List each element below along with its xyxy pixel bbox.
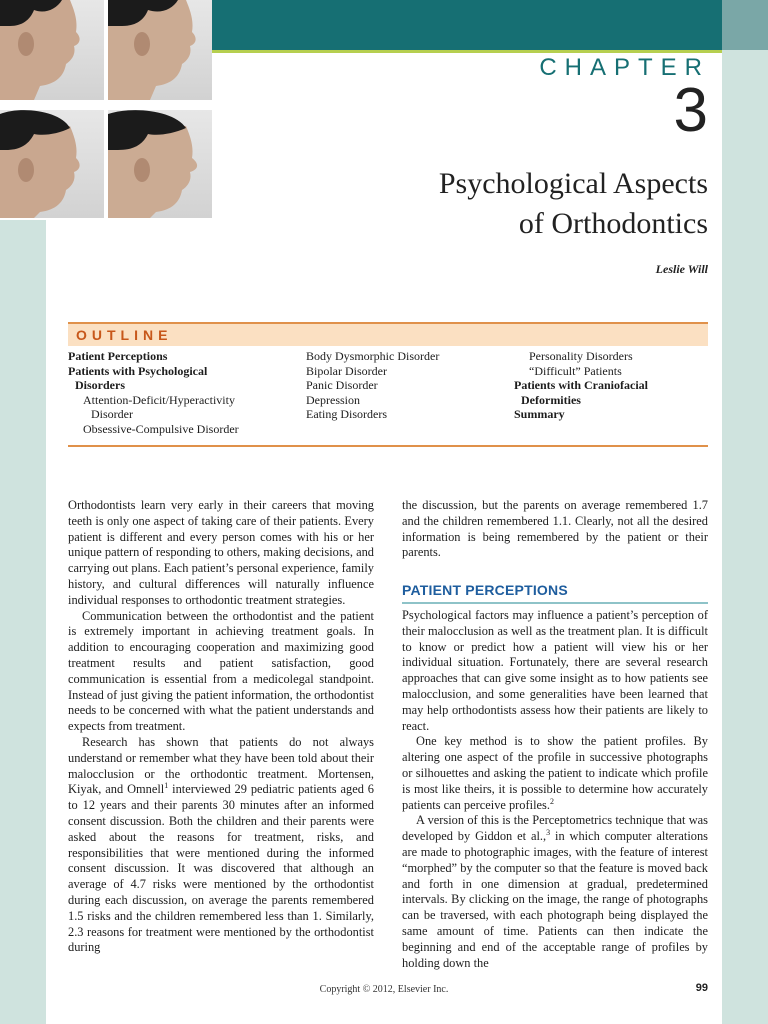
paragraph [68,735,374,956]
outline-item: Depression [306,392,360,407]
outline-item: Bipolar Disorder [306,363,387,378]
chapter-number: 3 [673,76,708,145]
paragraph-text: Research has shown that patients do not always understand or remember what they have been told about their malocclusion or the orthodontic treatment. Mortensen, Kiyak, and Omnell [68,734,374,797]
body-column-right [402,498,708,971]
header-rule [211,50,722,53]
outline-column [514,349,708,422]
chapter-title [288,164,708,244]
profile-photo [0,0,104,100]
author-name: Leslie Will [655,262,708,276]
header-band-accent [722,0,768,50]
paragraph: the discussion, but the parents on average remembered 1.7 and the children remembered 1.1. Clearly, not all the desired information is being remembered by the patient or their parents. [402,498,708,560]
profile-photo [108,0,212,100]
citation-ref: 3 [546,828,551,838]
outline-item: Eating Disorders [306,407,387,421]
paragraph: Communication between the orthodontist and the patient is extremely important in achieving treatment goals. In addition to encouraging cooperation and maximizing good treatment results and patient satisfaction, good communication is essential from a medicolegal standpoint. Instead of just giving the patient information, the orthodontist needs to be concerned with what the patient understands and expects from treatment. [68,608,374,734]
outline-header [68,324,708,346]
outline-item: Disorder [91,407,133,421]
chapter-title-line: of Orthodontics [518,207,708,240]
outline-item: Personality Disorders [529,349,633,363]
outline-item: Summary [514,407,565,421]
profile-photo [0,110,104,218]
outline-item: Panic Disorder [306,378,378,392]
outline-item: Patients with Craniofacial [514,378,648,392]
paragraph [402,813,708,971]
paragraph-text: in which computer alterations are made to photographic images, with the feature of interest “morphed” by the computer so that the feature is moved back and forth in one dimension at gradual, predetermined intervals. By clicking on the image, the range of photographs can be traversed, with each photograph being displayed the same amount of time. Patients can then indicate the beginning and end of the acceptable range of profiles by holding down the [402,829,708,970]
paragraph-text: interviewed 29 pediatric patients aged 6 to 12 years and their parents 30 minutes after an informed consent discussion. Both the children and their parents were asked about the reasons for treatment, risks, and responsibilities that were mentioned during the informed consent discussion. It was discovered that although an average of 4.7 risks were mentioned by the orthodontist during each discussion, on average the parents remembered 1.5 risks and the children remembered less than 1. Similarly, 2.3 reasons for treatment were mentioned by the orthodontist during [68,782,374,955]
outline-item: Patients with Psychological [68,363,208,378]
chapter-label: CHAPTER [539,54,710,81]
copyright-notice: Copyright © 2012, Elsevier Inc. [319,984,449,995]
outline-item: Attention-Deficit/Hyperactivity [83,392,235,407]
outline-bottom-rule [68,445,708,447]
outline-item: Obsessive-Compulsive Disorder [83,421,239,436]
paragraph [402,734,708,813]
outline-item: Deformities [521,392,581,407]
outline-item: “Difficult” Patients [529,363,622,378]
outline-label: OUTLINE [76,327,173,343]
outline-column [68,349,298,436]
paragraph: Orthodontists learn very early in their careers that moving teeth is only one aspect of taking care of their patients. Every patient is different and every person comes with his or her unique pattern of responding to others, making decisions, and carrying out plans. Each patient’s personal experience, family history, and cultural differences will naturally influence individual responses to orthodontic treatment strategies. [68,498,374,607]
outline-item: Disorders [75,378,125,392]
outline-item: Patient Perceptions [68,349,168,363]
profile-photo [108,110,212,218]
section-heading: PATIENT PERCEPTIONS [402,583,708,604]
paragraph: Psychological factors may influence a patient’s perception of their malocclusion as well as the treatment plan. It is difficult to know or predict how a patient will view his or her individual situation. Fortunately, there are several research approaches that can give some insight as to how patients see malocclusion, and some generalities have been learned that may help orthodontists assess how their patients are likely to react. [402,607,708,733]
outline-item: Body Dysmorphic Disorder [306,349,440,363]
citation-ref: 1 [164,781,169,791]
citation-ref: 2 [549,796,554,806]
outline-column [306,349,506,422]
paragraph-text: A version of this is the Perceptometrics technique that was developed by Giddon et al., [402,813,708,844]
chapter-title-line: Psychological Aspects [438,167,708,200]
paragraph-text: One key method is to show the patient profiles. By altering one aspect of the profile in successive photographs or silhouettes and asking the patient to indicate which profile is most like theirs, it is possible to determine how accurately patients can perceive profiles. [402,734,708,812]
body-column-left [68,498,374,956]
profile-photo-grid [0,0,212,220]
page-number: 99 [695,982,708,994]
